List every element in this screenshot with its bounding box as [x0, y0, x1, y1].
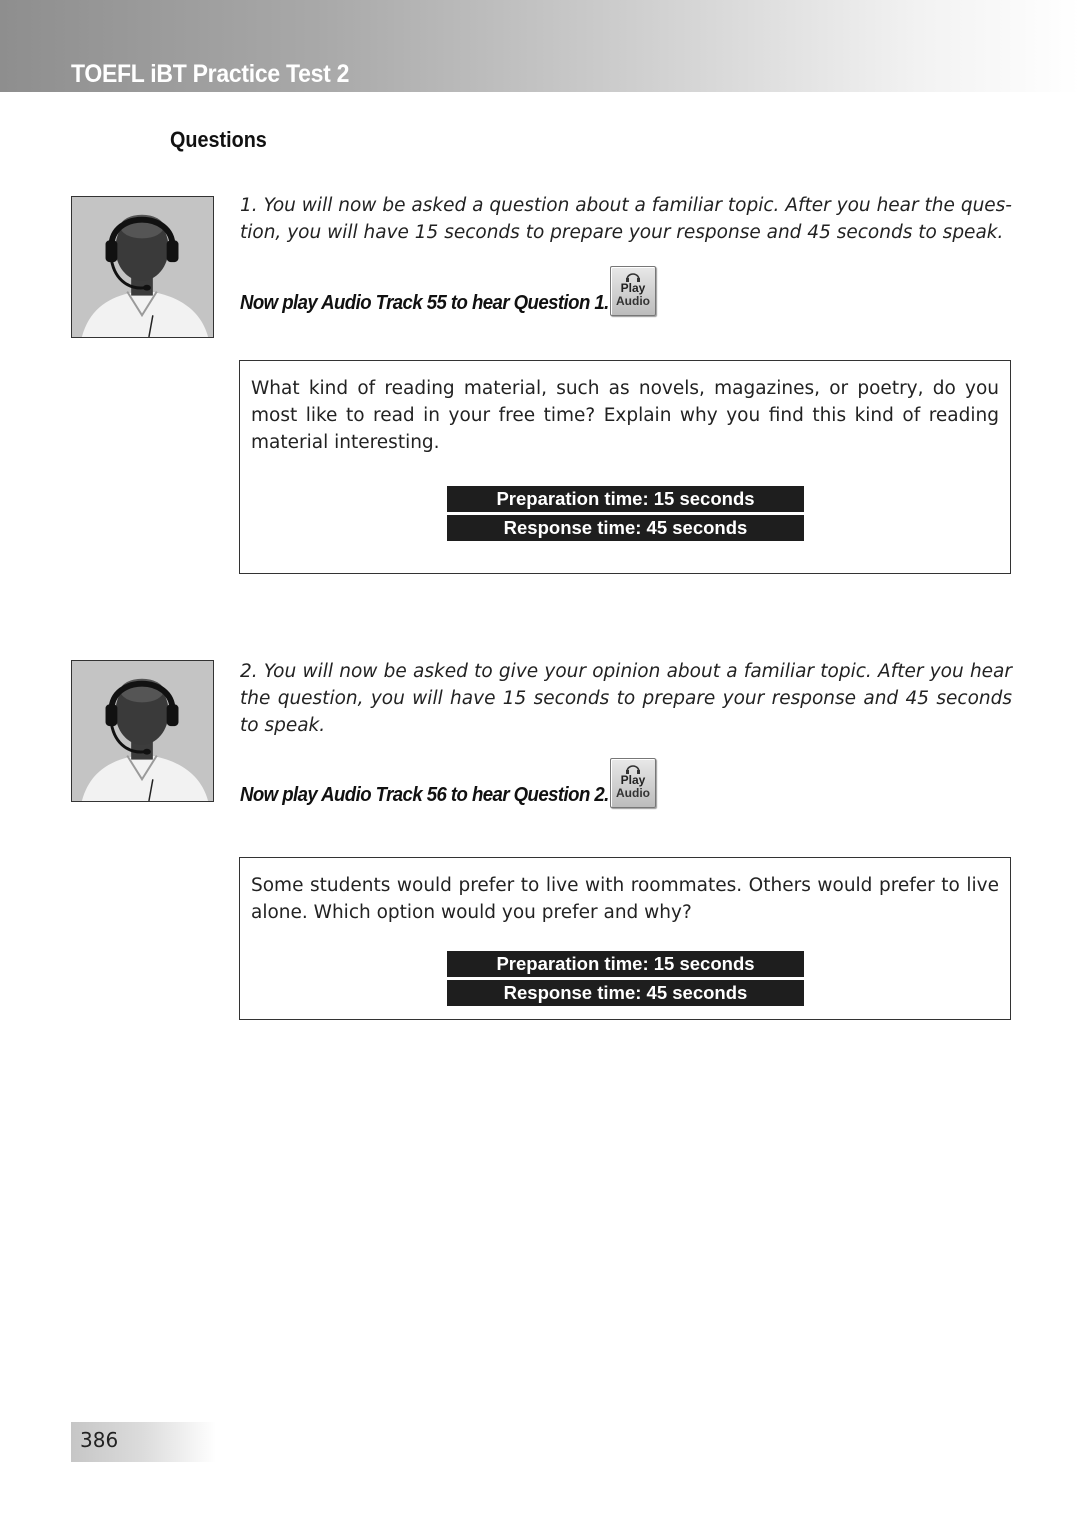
speaker-with-headset-illustration: [72, 661, 213, 801]
play-audio-button-1[interactable]: [610, 266, 656, 316]
play-audio-label-audio: Audio: [616, 786, 650, 800]
question-1-instruction: 1. You will now be asked a question about a familiar topic. After you hear the ques- tion, you will have 15 seconds to prepare your response and 45 seconds to speak.: [240, 195, 1012, 243]
play-audio-label-play: Play: [620, 773, 646, 787]
play-audio-button-2[interactable]: [610, 758, 656, 808]
section-heading: Questions: [170, 127, 267, 152]
question-2-instruction: 2. You will now be asked to give your opinion about a familiar topic. After you hear the question, you will have 15 seconds to prepare your response and 45 seconds to speak.: [240, 661, 1012, 736]
page-title: TOEFL iBT Practice Test 2: [71, 60, 350, 88]
play-audio-label-play: Play: [620, 281, 646, 295]
question-2-prompt: Some students would prefer to live with roommates. Others would prefer to live alone. Which option would you prefer and why?: [251, 875, 999, 923]
question-2-box: [239, 857, 1011, 1020]
page-number: 386: [80, 1428, 119, 1452]
speaker-photo-1: [71, 196, 214, 338]
speaker-photo-2: [71, 660, 214, 802]
question-2-audio-cue: Now play Audio Track 56 to hear Question 2.: [240, 784, 609, 806]
question-1-prompt: What kind of reading material, such as novels, magazines, or poetry, do you most like to read in your free time? Explain why you find this kind of reading material interesting.: [251, 378, 999, 453]
question-2-response-time: Response time: 45 seconds: [447, 980, 804, 1006]
speaker-with-headset-illustration: [72, 197, 213, 337]
question-1-response-time: Response time: 45 seconds: [447, 515, 804, 541]
question-1-audio-cue: Now play Audio Track 55 to hear Question 1.: [240, 292, 609, 314]
question-1-preparation-time: Preparation time: 15 seconds: [447, 486, 804, 512]
question-2-preparation-time: Preparation time: 15 seconds: [447, 951, 804, 977]
play-audio-label-audio: Audio: [616, 294, 650, 308]
question-1-box: [239, 360, 1011, 574]
